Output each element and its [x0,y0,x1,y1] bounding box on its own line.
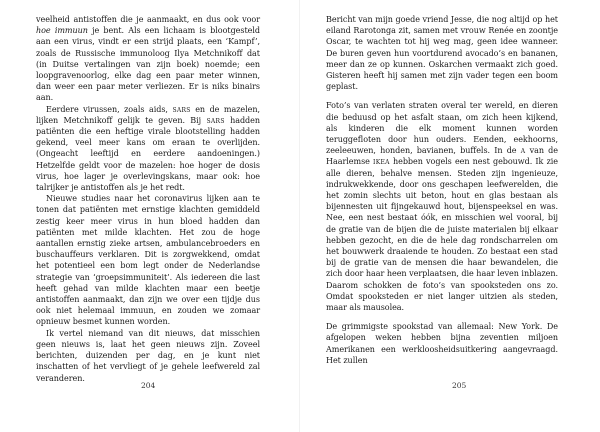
right-page [300,0,600,432]
paragraph [36,328,260,384]
smallcaps-text: ikea [373,157,390,167]
paragraph [326,321,558,366]
paragraph [36,193,260,327]
paragraph [36,14,260,104]
paragraph [326,100,558,313]
text-run: van de Haarlemse [326,146,558,167]
italic-text: hoe immuun [36,26,88,36]
paragraph [326,14,558,92]
right-page-text [326,14,558,366]
text-run: en de mazelen, lijken Metchnikoff gelijk te geven. Bij [36,104,260,125]
text-run: Eerdere virussen, zoals aids, [46,104,173,114]
smallcaps-text: sars [206,115,225,125]
text-run: je bent. Als een lichaam is blootgesteld aan een virus, vindt er een strijd plaats, een ‘Kampf’, zoals de Russische immunoloog Ilya Metchnikoff dat (in Duitse vertalingen van zijn boek) noemde; een loopgravenoorlog, elke dag een paar meter winnen, dan weer een paar meter verliezen. Er is niks binairs aan. [36,26,260,103]
text-run: hebben vogels een nest gebouwd. Ik zie alle dieren, behalve mensen. Steden zijn ingenieuze, indrukwekkende, door ons geschapen leefwerelden, die het zomin slechts uit beton, hout en glas bestaan als bijennesten uit fijngekauwd hout, bijenspeeksel en was. Nee, een nest bestaat óók, en misschien wel vooral, bij de gratie van de bijen die de juiste materialen bij elkaar hebben gezocht, en die de hele dag rondscharrelen om het bouwwerk draaiende te houden. Zo bestaat een stad bij de gratie van de mensen die haar bewandelen, die zich door haar heen verplaatsen, die haar leven inblazen. Daarom schokken de foto’s van spooksteden ons zo. Omdat spooksteden er niet langer uitzien als steden, maar als mausolea. [326,157,558,313]
page-number-right: 205 [452,381,467,390]
text-run: hadden patiënten die een heftige virale blootstelling hadden gekend, veel meer kans om eraan te overlijden. (Ongeacht leeftijd en eerdere aandoeningen.) Hetzelfde geldt voor de mazelen: hoe hoger de dosis virus, hoe lager je overlevingskans, maar ook: hoe talrijker je antistoffen als je het redt. [36,115,261,193]
text-run: Bericht van mijn goede vriend Jesse, die nog altijd op het eiland Rarotonga zit, samen met vrouw Renée en zoontje Oscar, te wachten tot hij weg mag, geen idee wanneer. De buren geven hun voortdurend avocado’s en bananen, meer dan ze op kunnen. Oskarchen vermaakt zich goed. Gisteren heeft hij samen met zijn vader tegen een boom geplast. [326,15,558,92]
page-number-left: 204 [141,381,156,390]
left-page-text [36,14,260,384]
smallcaps-text: a [520,146,526,156]
smallcaps-text: sars [172,104,191,114]
paragraph [36,104,260,194]
text-run: Foto’s van verlaten straten overal ter wereld, en dieren die beduusd op het asfalt staan, om zich heen kijkend, als kinderen die elk moment kunnen worden teruggefloten door hun ouders. Eenden, eekhoorns, zeeleeuwen, honden, bavianen, buffels. In de [326,101,558,156]
text-run: veelheid antistoffen die je aanmaakt, en dus ook voor [36,15,260,24]
text-run: Nieuwe studies naar het coronavirus lijken aan te tonen dat patiënten met ernstige klachten gemiddeld zestig keer meer virus in hun bloed hadden dan patiënten met milde klachten. Het zou de hoge aantallen ernstig zieke artsen, ambulancebroeders en buschauffeurs verklaren. Dit is zorgwekkend, omdat het potentieel een bom legt onder de Nederlandse strategie van ‘groepsimmuniteit’. Als iedereen die last heeft gehad van milde klachten maar een beetje antistoffen aanmaakt, dan zijn we over een tijdje dus ook niet helemaal immuun, en zouden we zomaar opnieuw besmet kunnen worden. [36,194,260,327]
text-run: Ik vertel niemand van dit nieuws, dat misschien geen nieuws is, laat het geen nieuws zijn. Zoveel berichten, duizenden per dag, en je kunt niet inschatten of het vervliegt of je gehele leefwereld zal veranderen. [36,328,260,383]
text-run: De grimmigste spookstad van allemaal: New York. De afgelopen weken hebben bijna zeventien miljoen Amerikanen een werkloosheidsuitkering aangevraagd. Het zullen [326,322,558,365]
